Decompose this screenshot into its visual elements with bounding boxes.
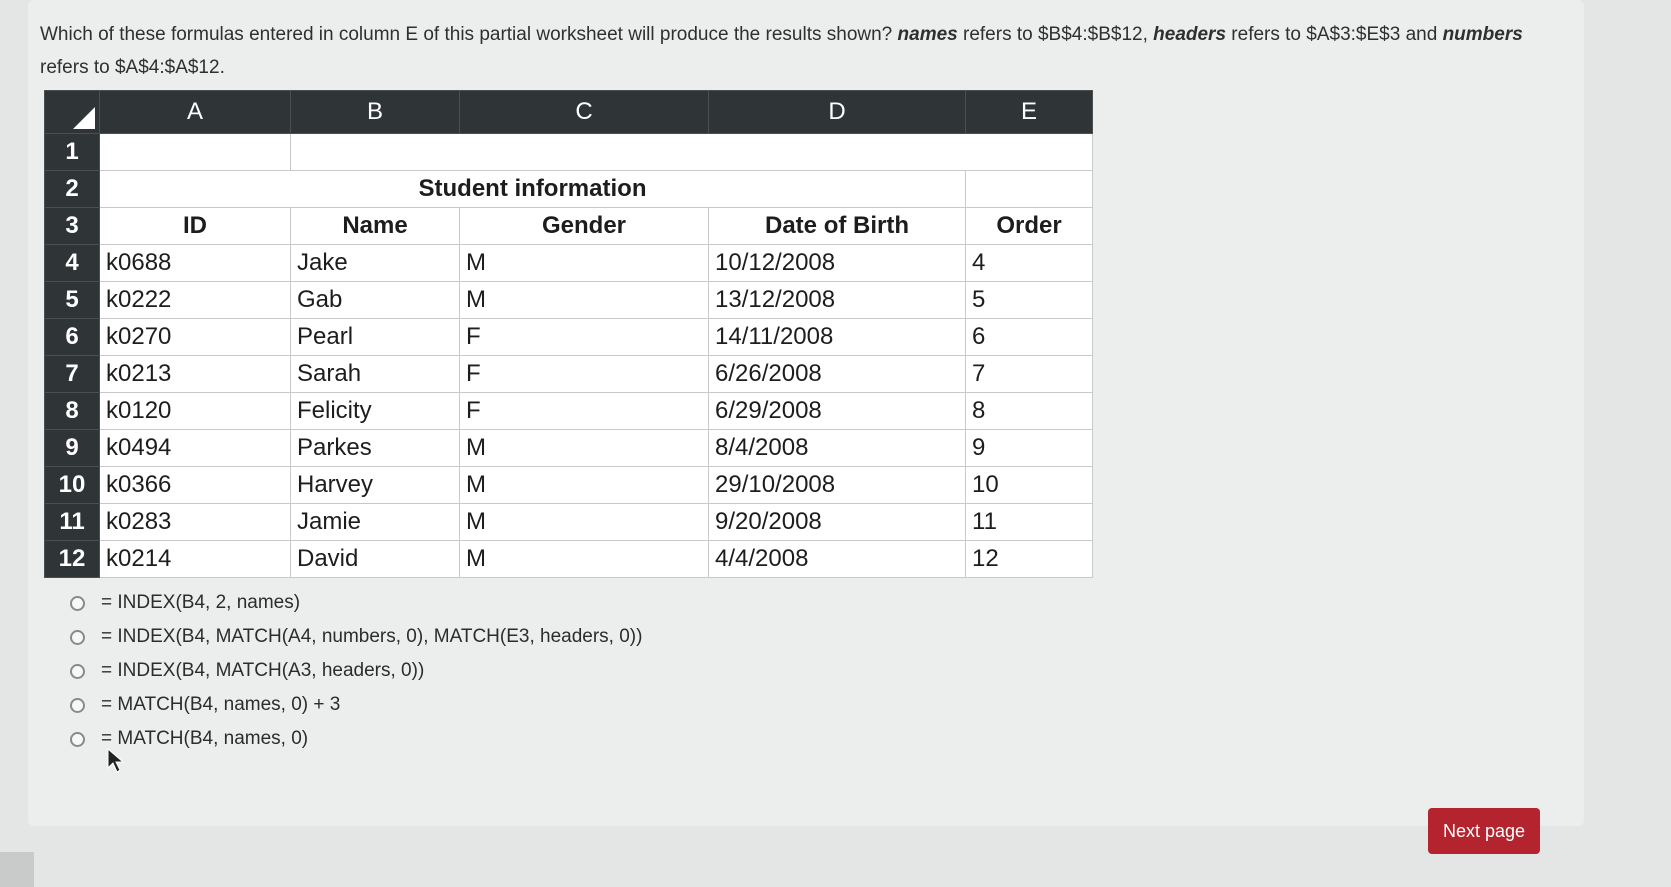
cell[interactable]: 7: [966, 356, 1093, 393]
option-label: = INDEX(B4, 2, names): [101, 592, 301, 613]
table-row: [45, 504, 1093, 541]
sheet-row-1: [45, 134, 1093, 171]
numbers-term: numbers: [1442, 24, 1523, 45]
worksheet-table: [44, 90, 1093, 578]
answer-option[interactable]: [70, 586, 642, 620]
cell[interactable]: F: [460, 393, 709, 430]
answer-options: [70, 586, 642, 756]
radio-button[interactable]: [70, 630, 85, 645]
cell[interactable]: M: [460, 541, 709, 578]
cell[interactable]: 5: [966, 282, 1093, 319]
header-cell-name[interactable]: Name: [291, 208, 460, 245]
cell[interactable]: Parkes: [291, 430, 460, 467]
header-cell-dob[interactable]: Date of Birth: [709, 208, 966, 245]
row-header[interactable]: 2: [45, 171, 100, 208]
answer-option[interactable]: [70, 620, 642, 654]
cell[interactable]: F: [460, 319, 709, 356]
column-header-e[interactable]: E: [966, 91, 1093, 134]
question-text: Which of these formulas entered in column E of this partial worksheet will produce the results shown? names refers to $B$4:$B$12, headers refers to $A$3:$E$3 and numbers refers to $A$4:$A$12.: [40, 24, 1523, 78]
cell[interactable]: Pearl: [291, 319, 460, 356]
cell[interactable]: k0213: [100, 356, 291, 393]
row-header[interactable]: 3: [45, 208, 100, 245]
cell[interactable]: k0120: [100, 393, 291, 430]
row-header[interactable]: 1: [45, 134, 100, 171]
cell[interactable]: M: [460, 467, 709, 504]
cell[interactable]: 11: [966, 504, 1093, 541]
window-corner: [0, 852, 34, 887]
cell[interactable]: 12: [966, 541, 1093, 578]
cell[interactable]: 10/12/2008: [709, 245, 966, 282]
cell[interactable]: 9: [966, 430, 1093, 467]
cell[interactable]: Jamie: [291, 504, 460, 541]
table-row: [45, 282, 1093, 319]
row-header[interactable]: 9: [45, 430, 100, 467]
cell[interactable]: 14/11/2008: [709, 319, 966, 356]
column-header-row: [45, 91, 1093, 134]
header-cell-id[interactable]: ID: [100, 208, 291, 245]
row-header[interactable]: 5: [45, 282, 100, 319]
cell[interactable]: M: [460, 504, 709, 541]
cell[interactable]: k0688: [100, 245, 291, 282]
row-header[interactable]: 11: [45, 504, 100, 541]
option-label: = INDEX(B4, MATCH(A4, numbers, 0), MATCH(E3, headers, 0)): [101, 626, 643, 647]
cell[interactable]: 10: [966, 467, 1093, 504]
table-row: [45, 541, 1093, 578]
cell[interactable]: M: [460, 245, 709, 282]
cell[interactable]: k0494: [100, 430, 291, 467]
sheet-row-2: [45, 171, 1093, 208]
column-header-b[interactable]: B: [291, 91, 460, 134]
radio-button[interactable]: [70, 698, 85, 713]
cell[interactable]: 6/29/2008: [709, 393, 966, 430]
option-label: = MATCH(B4, names, 0) + 3: [101, 694, 341, 715]
cell[interactable]: M: [460, 282, 709, 319]
row-header[interactable]: 6: [45, 319, 100, 356]
cell[interactable]: 4: [966, 245, 1093, 282]
cell[interactable]: Jake: [291, 245, 460, 282]
table-row: [45, 393, 1093, 430]
row-header[interactable]: 8: [45, 393, 100, 430]
radio-button[interactable]: [70, 664, 85, 679]
table-row: [45, 356, 1093, 393]
column-header-d[interactable]: D: [709, 91, 966, 134]
cell[interactable]: 4/4/2008: [709, 541, 966, 578]
cell[interactable]: k0222: [100, 282, 291, 319]
sheet-row-3: [45, 208, 1093, 245]
table-row: [45, 319, 1093, 356]
names-term: names: [897, 24, 958, 45]
mouse-pointer-icon: [106, 748, 126, 774]
headers-term: headers: [1153, 24, 1227, 45]
cell[interactable]: [966, 171, 1093, 208]
cell[interactable]: k0270: [100, 319, 291, 356]
answer-option[interactable]: [70, 688, 642, 722]
header-cell-gender[interactable]: Gender: [460, 208, 709, 245]
cell[interactable]: Gab: [291, 282, 460, 319]
option-label: = INDEX(B4, MATCH(A3, headers, 0)): [101, 660, 425, 681]
table-row: [45, 467, 1093, 504]
header-cell-order[interactable]: Order: [966, 208, 1093, 245]
row-header[interactable]: 4: [45, 245, 100, 282]
cell[interactable]: 9/20/2008: [709, 504, 966, 541]
column-header-a[interactable]: A: [100, 91, 291, 134]
cell[interactable]: Felicity: [291, 393, 460, 430]
cell[interactable]: 6: [966, 319, 1093, 356]
table-row: [45, 245, 1093, 282]
cell[interactable]: [291, 134, 1093, 171]
cell[interactable]: 13/12/2008: [709, 282, 966, 319]
cell[interactable]: F: [460, 356, 709, 393]
cell[interactable]: 29/10/2008: [709, 467, 966, 504]
cell[interactable]: M: [460, 430, 709, 467]
radio-button[interactable]: [70, 596, 85, 611]
cell[interactable]: 8/4/2008: [709, 430, 966, 467]
radio-button[interactable]: [70, 732, 85, 747]
column-header-c[interactable]: C: [460, 91, 709, 134]
next-page-button[interactable]: Next page: [1428, 808, 1540, 854]
cell[interactable]: 8: [966, 393, 1093, 430]
cell[interactable]: Harvey: [291, 467, 460, 504]
table-title[interactable]: Student information: [100, 171, 966, 208]
option-label: = MATCH(B4, names, 0): [101, 728, 309, 749]
cell[interactable]: [100, 134, 291, 171]
row-header[interactable]: 10: [45, 467, 100, 504]
cell[interactable]: k0366: [100, 467, 291, 504]
row-header[interactable]: 12: [45, 541, 100, 578]
select-all-corner[interactable]: [45, 91, 100, 134]
table-row: [45, 430, 1093, 467]
cell[interactable]: k0214: [100, 541, 291, 578]
cell[interactable]: Sarah: [291, 356, 460, 393]
cell[interactable]: k0283: [100, 504, 291, 541]
answer-option[interactable]: [70, 654, 642, 688]
cell[interactable]: David: [291, 541, 460, 578]
row-header[interactable]: 7: [45, 356, 100, 393]
cell[interactable]: 6/26/2008: [709, 356, 966, 393]
answer-option[interactable]: [70, 722, 642, 756]
